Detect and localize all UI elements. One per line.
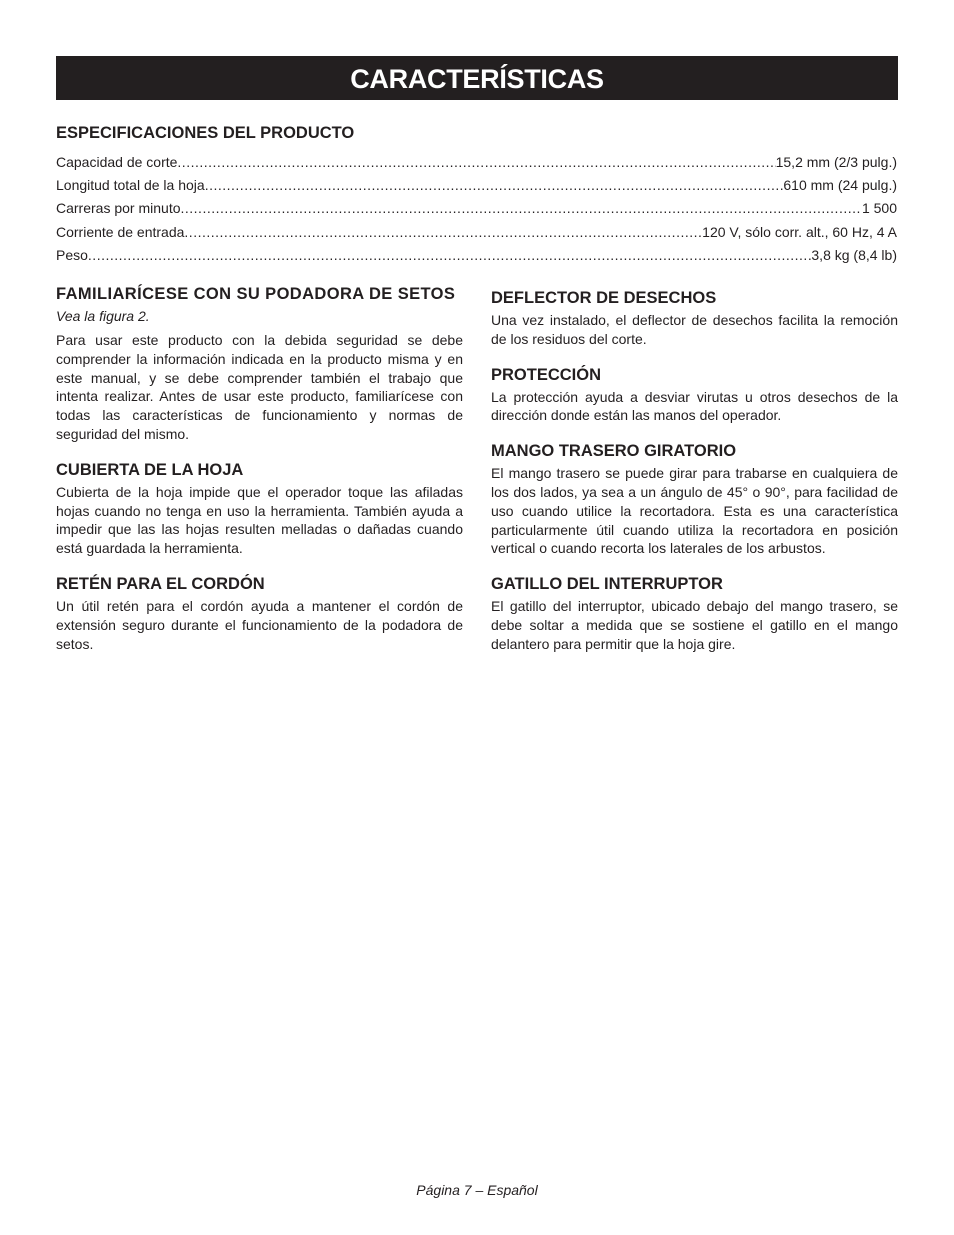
spec-value: 3,8 kg (8,4 lb) bbox=[811, 246, 897, 263]
cord-retainer-text: Un útil retén para el cordón ayuda a mantener el cordón de extensión seguro durante el funcionamiento de la podadora de setos. bbox=[56, 597, 463, 652]
spec-label: Peso bbox=[56, 246, 88, 263]
blade-cover-heading: CUBIERTA DE LA HOJA bbox=[56, 460, 244, 479]
spec-row-cutting-capacity bbox=[56, 151, 897, 174]
rotating-handle-section bbox=[491, 441, 898, 558]
specifications-heading: ESPECIFICACIONES DEL PRODUCTO bbox=[56, 124, 355, 142]
rotating-handle-heading: MANGO TRASERO GIRATORIO bbox=[491, 442, 737, 461]
spec-label: Corriente de entrada bbox=[56, 223, 185, 240]
left-column bbox=[56, 284, 463, 669]
guard-heading: PROTECCIÓN bbox=[491, 365, 602, 384]
cord-retainer-section bbox=[56, 574, 463, 653]
spec-row-weight bbox=[56, 244, 897, 267]
spec-value: 610 mm (24 pulg.) bbox=[783, 177, 897, 194]
debris-deflector-heading: DEFLECTOR DE DESECHOS bbox=[491, 289, 717, 307]
right-column bbox=[491, 288, 898, 670]
spec-label: Carreras por minuto bbox=[56, 200, 181, 217]
rotating-handle-text: El mango trasero se puede girar para trabarse en cualquiera de los dos lados, ya sea a un ángulo de 45° o 90°, para facilidad de uso cuando utilice la recortadora. Esta es una característica particularmente útil cuando utiliza la recortadora en posición vertical o cuando recorta los laterales de los arbustos. bbox=[491, 465, 898, 557]
dot-leader bbox=[177, 151, 775, 174]
debris-deflector-section bbox=[491, 288, 898, 349]
guard-section bbox=[491, 365, 898, 426]
blade-cover-section bbox=[56, 460, 463, 558]
dot-leader bbox=[184, 221, 702, 244]
page-title-banner bbox=[56, 56, 898, 100]
switch-trigger-section bbox=[491, 574, 898, 653]
blade-cover-text: Cubierta de la hoja impide que el operador toque las afiladas hojas cuando no tenga en uso la herramienta. También ayuda a impedir que las las hojas resulten melladas o dañadas cuando está guardada la herramienta. bbox=[56, 483, 463, 557]
page-footer: Página 7 – Español bbox=[416, 1182, 538, 1198]
switch-trigger-heading: GATILLO DEL INTERRUPTOR bbox=[491, 575, 723, 594]
familiarize-section bbox=[56, 284, 463, 444]
dot-leader bbox=[181, 197, 862, 220]
spec-value: 1 500 bbox=[861, 200, 897, 217]
spec-label: Capacidad de corte bbox=[56, 154, 178, 170]
product-specifications bbox=[56, 123, 897, 267]
switch-trigger-text: El gatillo del interruptor, ubicado debajo del mango trasero, se debe soltar a medida que se sostiene el gatillo en el mango delantero para permitir que la hoja gire. bbox=[491, 598, 898, 652]
spec-row-blade-length bbox=[56, 174, 897, 197]
figure-reference: Vea la figura 2. bbox=[56, 308, 150, 324]
familiarize-text: Para usar este producto con la debida seguridad se debe comprender la información indicada en la producto misma y en este manual, y se debe comprender también el trabajo que intenta realizar. Antes de usar este producto, familiarícese con todas las características de funcionamiento y normas de seguridad del mismo. bbox=[56, 332, 463, 442]
dot-leader bbox=[88, 244, 811, 267]
page-title: CARACTERÍSTICAS bbox=[350, 64, 604, 94]
spec-value: 120 V, sólo corr. alt., 60 Hz, 4 A bbox=[702, 223, 897, 240]
familiarize-heading: FAMILIARÍCESE CON SU PODADORA DE SETOS bbox=[56, 285, 456, 303]
spec-row-strokes-per-minute bbox=[56, 197, 897, 220]
guard-text: La protección ayuda a desviar virutas u otros desechos de la dirección donde están las manos del operador. bbox=[491, 388, 898, 424]
spec-label: Longitud total de la hoja bbox=[56, 177, 205, 194]
debris-deflector-text: Una vez instalado, el deflector de desechos facilita la remoción de los residuos del corte. bbox=[491, 312, 898, 347]
cord-retainer-heading: RETÉN PARA EL CORDÓN bbox=[56, 574, 265, 593]
spec-row-input-current bbox=[56, 221, 897, 244]
dot-leader bbox=[205, 174, 784, 197]
spec-value: 15,2 mm (2/3 pulg.) bbox=[775, 154, 897, 170]
